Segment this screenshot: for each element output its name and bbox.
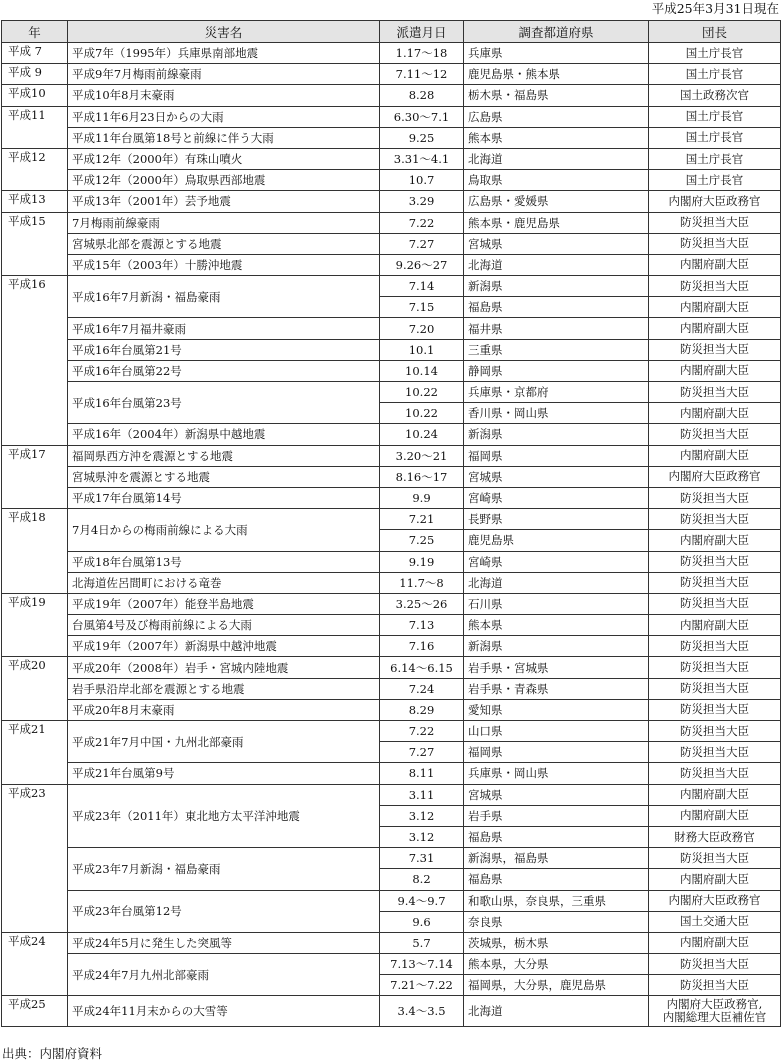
prefecture-cell: 福井県 <box>464 318 649 339</box>
leader-cell: 防災担当大臣 <box>649 424 781 445</box>
prefecture-cell: 山口県 <box>464 721 649 742</box>
dispatch-date-cell: 10.1 <box>380 339 464 360</box>
dispatch-date-cell: 7.16 <box>380 636 464 657</box>
leader-cell: 国土政務次官 <box>649 85 781 106</box>
disaster-name-cell: 7月4日からの梅雨前線による大雨 <box>68 509 380 551</box>
table-row <box>2 64 781 85</box>
prefecture-cell: 長野県 <box>464 509 649 530</box>
prefecture-cell: 福岡県 <box>464 445 649 466</box>
leader-cell: 国土庁長官 <box>649 106 781 127</box>
table-row <box>2 170 781 191</box>
leader-cell: 内閣府副大臣 <box>649 297 781 318</box>
leader-cell: 防災担当大臣 <box>649 572 781 593</box>
dispatch-date-cell: 7.21 <box>380 509 464 530</box>
disaster-name-cell: 宮城県沖を震源とする地震 <box>68 466 380 487</box>
table-body <box>2 43 781 1027</box>
disaster-name-cell: 平成23年台風第12号 <box>68 890 380 932</box>
year-cell: 平成15 <box>2 212 68 276</box>
dispatch-date-cell: 7.11～12 <box>380 64 464 85</box>
dispatch-date-cell: 8.28 <box>380 85 464 106</box>
table-row <box>2 572 781 593</box>
table-row <box>2 509 781 530</box>
leader-cell: 防災担当大臣 <box>649 742 781 763</box>
leader-cell: 防災担当大臣 <box>649 954 781 975</box>
dispatch-date-cell: 7.25 <box>380 530 464 551</box>
leader-cell: 内閣府副大臣 <box>649 805 781 826</box>
prefecture-cell: 茨城県，栃木県 <box>464 932 649 953</box>
leader-cell: 国土庁長官 <box>649 64 781 85</box>
prefecture-cell: 熊本県・鹿児島県 <box>464 212 649 233</box>
dispatch-date-cell: 7.31 <box>380 848 464 869</box>
prefecture-cell: 福岡県，大分県，鹿児島県 <box>464 975 649 996</box>
disaster-name-cell: 平成7年（1995年）兵庫県南部地震 <box>68 43 380 64</box>
leader-cell: 国土庁長官 <box>649 148 781 169</box>
year-cell: 平成16 <box>2 276 68 446</box>
source-note: 出典：内閣府資料 <box>2 1046 103 1061</box>
leader-cell: 防災担当大臣 <box>649 276 781 297</box>
year-cell: 平成20 <box>2 657 68 721</box>
disaster-name-cell: 7月梅雨前線豪雨 <box>68 212 380 233</box>
prefecture-cell: 新潟県 <box>464 424 649 445</box>
table-row <box>2 466 781 487</box>
dispatch-date-cell: 3.11 <box>380 784 464 805</box>
leader-cell: 内閣府大臣政務官 <box>649 191 781 212</box>
table-row <box>2 763 781 784</box>
dispatch-date-cell: 3.29 <box>380 191 464 212</box>
year-cell: 平成18 <box>2 509 68 594</box>
prefecture-cell: 兵庫県 <box>464 43 649 64</box>
dispatch-date-cell: 5.7 <box>380 932 464 953</box>
disaster-name-cell: 平成16年台風第22号 <box>68 360 380 381</box>
table-row <box>2 848 781 869</box>
dispatch-date-cell: 3.12 <box>380 805 464 826</box>
prefecture-cell: 岩手県 <box>464 805 649 826</box>
year-cell: 平成11 <box>2 106 68 148</box>
prefecture-cell: 福島県 <box>464 297 649 318</box>
dispatch-date-cell: 1.17～18 <box>380 43 464 64</box>
leader-cell: 内閣府副大臣 <box>649 530 781 551</box>
prefecture-cell: 宮崎県 <box>464 487 649 508</box>
prefecture-cell: 福島県 <box>464 869 649 890</box>
prefecture-cell: 兵庫県・京都府 <box>464 382 649 403</box>
leader-cell: 国土交通大臣 <box>649 911 781 932</box>
year-cell: 平成23 <box>2 784 68 932</box>
table-row <box>2 932 781 953</box>
year-cell: 平成24 <box>2 932 68 996</box>
table-row <box>2 233 781 254</box>
prefecture-cell: 三重県 <box>464 339 649 360</box>
leader-cell: 内閣府副大臣 <box>649 869 781 890</box>
leader-cell: 内閣府副大臣 <box>649 784 781 805</box>
disaster-name-cell: 平成15年（2003年）十勝沖地震 <box>68 254 380 275</box>
dispatch-date-cell: 6.30～7.1 <box>380 106 464 127</box>
dispatch-date-cell: 7.13～7.14 <box>380 954 464 975</box>
prefecture-cell: 広島県 <box>464 106 649 127</box>
disaster-name-cell: 平成17年台風第14号 <box>68 487 380 508</box>
dispatch-date-cell: 10.22 <box>380 382 464 403</box>
leader-cell: 防災担当大臣 <box>649 763 781 784</box>
dispatch-date-cell: 7.15 <box>380 297 464 318</box>
dispatch-date-cell: 7.27 <box>380 233 464 254</box>
disaster-name-cell: 台風第4号及び梅雨前線による大雨 <box>68 615 380 636</box>
disaster-name-cell: 福岡県西方沖を震源とする地震 <box>68 445 380 466</box>
table-row <box>2 678 781 699</box>
table-row <box>2 85 781 106</box>
dispatch-date-cell: 10.14 <box>380 360 464 381</box>
table-row <box>2 339 781 360</box>
table-row <box>2 191 781 212</box>
table-row <box>2 382 781 403</box>
header-disaster-name: 災害名 <box>68 21 380 43</box>
leader-cell: 国土庁長官 <box>649 127 781 148</box>
table-row <box>2 954 781 975</box>
disaster-name-cell: 宮城県北部を震源とする地震 <box>68 233 380 254</box>
table-row <box>2 615 781 636</box>
disaster-name-cell: 平成11年台風第18号と前線に伴う大雨 <box>68 127 380 148</box>
disaster-name-cell: 平成20年8月末豪雨 <box>68 699 380 720</box>
disaster-name-cell: 平成20年（2008年）岩手・宮城内陸地震 <box>68 657 380 678</box>
table-row <box>2 445 781 466</box>
prefecture-cell: 鹿児島県・熊本県 <box>464 64 649 85</box>
year-cell: 平成13 <box>2 191 68 212</box>
disaster-name-cell: 平成9年7月梅雨前線豪雨 <box>68 64 380 85</box>
prefecture-cell: 和歌山県，奈良県，三重県 <box>464 890 649 911</box>
leader-cell: 防災担当大臣 <box>649 551 781 572</box>
disaster-survey-table <box>1 20 781 1027</box>
leader-cell: 防災担当大臣 <box>649 233 781 254</box>
leader-cell: 内閣府大臣政務官, 内閣総理大臣補佐官 <box>649 996 781 1027</box>
table-row <box>2 657 781 678</box>
prefecture-cell: 熊本県 <box>464 127 649 148</box>
table-row <box>2 212 781 233</box>
prefecture-cell: 宮城県 <box>464 784 649 805</box>
prefecture-cell: 香川県・岡山県 <box>464 403 649 424</box>
dispatch-date-cell: 8.16～17 <box>380 466 464 487</box>
prefecture-cell: 岩手県・宮城県 <box>464 657 649 678</box>
disaster-name-cell: 平成12年（2000年）有珠山噴火 <box>68 148 380 169</box>
table-row <box>2 148 781 169</box>
dispatch-date-cell: 8.29 <box>380 699 464 720</box>
dispatch-date-cell: 7.22 <box>380 212 464 233</box>
dispatch-date-cell: 8.11 <box>380 763 464 784</box>
prefecture-cell: 北海道 <box>464 254 649 275</box>
disaster-name-cell: 平成11年6月23日からの大雨 <box>68 106 380 127</box>
dispatch-date-cell: 3.4～3.5 <box>380 996 464 1027</box>
disaster-name-cell: 平成13年（2001年）芸予地震 <box>68 191 380 212</box>
table-row <box>2 593 781 614</box>
disaster-name-cell: 平成19年（2007年）新潟県中越沖地震 <box>68 636 380 657</box>
disaster-name-cell: 平成16年台風第21号 <box>68 339 380 360</box>
leader-cell: 内閣府副大臣 <box>649 932 781 953</box>
table-row <box>2 996 781 1027</box>
table-header-row <box>2 21 781 43</box>
prefecture-cell: 宮城県 <box>464 466 649 487</box>
leader-cell: 防災担当大臣 <box>649 382 781 403</box>
prefecture-cell: 新潟県，福島県 <box>464 848 649 869</box>
leader-cell: 防災担当大臣 <box>649 509 781 530</box>
header-dispatch-date: 派遣月日 <box>380 21 464 43</box>
dispatch-date-cell: 7.22 <box>380 721 464 742</box>
leader-cell: 内閣府副大臣 <box>649 360 781 381</box>
header-prefecture: 調査都道府県 <box>464 21 649 43</box>
prefecture-cell: 福岡県 <box>464 742 649 763</box>
dispatch-date-cell: 6.14～6.15 <box>380 657 464 678</box>
table-row <box>2 254 781 275</box>
leader-cell: 内閣府副大臣 <box>649 615 781 636</box>
dispatch-date-cell: 10.24 <box>380 424 464 445</box>
leader-cell: 国土庁長官 <box>649 43 781 64</box>
table-row <box>2 551 781 572</box>
prefecture-cell: 福島県 <box>464 826 649 847</box>
prefecture-cell: 北海道 <box>464 572 649 593</box>
dispatch-date-cell: 8.2 <box>380 869 464 890</box>
table-row <box>2 424 781 445</box>
table-row <box>2 636 781 657</box>
prefecture-cell: 静岡県 <box>464 360 649 381</box>
year-cell: 平成19 <box>2 593 68 657</box>
prefecture-cell: 広島県・愛媛県 <box>464 191 649 212</box>
disaster-name-cell: 平成16年台風第23号 <box>68 382 380 424</box>
table-row <box>2 699 781 720</box>
dispatch-date-cell: 11.7～8 <box>380 572 464 593</box>
disaster-name-cell: 平成21年台風第9号 <box>68 763 380 784</box>
leader-cell: 防災担当大臣 <box>649 699 781 720</box>
prefecture-cell: 鹿児島県 <box>464 530 649 551</box>
leader-cell: 防災担当大臣 <box>649 848 781 869</box>
leader-cell: 防災担当大臣 <box>649 212 781 233</box>
disaster-name-cell: 平成16年（2004年）新潟県中越地震 <box>68 424 380 445</box>
prefecture-cell: 岩手県・青森県 <box>464 678 649 699</box>
year-cell: 平成25 <box>2 996 68 1027</box>
header-year: 年 <box>2 21 68 43</box>
prefecture-cell: 兵庫県・岡山県 <box>464 763 649 784</box>
table-row <box>2 318 781 339</box>
table-row <box>2 721 781 742</box>
dispatch-date-cell: 7.20 <box>380 318 464 339</box>
leader-cell: 内閣府副大臣 <box>649 403 781 424</box>
disaster-name-cell: 平成16年7月福井豪雨 <box>68 318 380 339</box>
dispatch-date-cell: 10.7 <box>380 170 464 191</box>
year-cell: 平成17 <box>2 445 68 509</box>
table-row <box>2 784 781 805</box>
disaster-name-cell: 平成10年8月末豪雨 <box>68 85 380 106</box>
disaster-name-cell: 北海道佐呂間町における竜巻 <box>68 572 380 593</box>
leader-cell: 防災担当大臣 <box>649 487 781 508</box>
prefecture-cell: 熊本県，大分県 <box>464 954 649 975</box>
dispatch-date-cell: 9.19 <box>380 551 464 572</box>
leader-cell: 防災担当大臣 <box>649 339 781 360</box>
disaster-name-cell: 平成23年7月新潟・福島豪雨 <box>68 848 380 890</box>
prefecture-cell: 熊本県 <box>464 615 649 636</box>
table-row <box>2 890 781 911</box>
dispatch-date-cell: 7.27 <box>380 742 464 763</box>
disaster-name-cell: 平成18年台風第13号 <box>68 551 380 572</box>
disaster-name-cell: 平成12年（2000年）鳥取県西部地震 <box>68 170 380 191</box>
year-cell: 平成 9 <box>2 64 68 85</box>
dispatch-date-cell: 3.25～26 <box>380 593 464 614</box>
dispatch-date-cell: 9.4～9.7 <box>380 890 464 911</box>
disaster-name-cell: 平成24年11月末からの大雪等 <box>68 996 380 1027</box>
dispatch-date-cell: 9.6 <box>380 911 464 932</box>
header-leader: 団長 <box>649 21 781 43</box>
as-of-date: 平成25年3月31日現在 <box>651 1 779 16</box>
disaster-name-cell: 平成24年5月に発生した突風等 <box>68 932 380 953</box>
leader-cell: 防災担当大臣 <box>649 636 781 657</box>
year-cell: 平成 7 <box>2 43 68 64</box>
leader-cell: 内閣府大臣政務官 <box>649 466 781 487</box>
disaster-name-cell: 平成16年7月新潟・福島豪雨 <box>68 276 380 318</box>
table-row <box>2 487 781 508</box>
dispatch-date-cell: 3.12 <box>380 826 464 847</box>
dispatch-date-cell: 7.21～7.22 <box>380 975 464 996</box>
disaster-name-cell: 平成19年（2007年）能登半島地震 <box>68 593 380 614</box>
prefecture-cell: 宮崎県 <box>464 551 649 572</box>
prefecture-cell: 愛知県 <box>464 699 649 720</box>
prefecture-cell: 奈良県 <box>464 911 649 932</box>
table-row <box>2 360 781 381</box>
table-row <box>2 43 781 64</box>
leader-cell: 防災担当大臣 <box>649 593 781 614</box>
leader-cell: 防災担当大臣 <box>649 678 781 699</box>
leader-cell: 国土庁長官 <box>649 170 781 191</box>
dispatch-date-cell: 7.14 <box>380 276 464 297</box>
dispatch-date-cell: 9.9 <box>380 487 464 508</box>
leader-cell: 防災担当大臣 <box>649 657 781 678</box>
leader-cell: 内閣府副大臣 <box>649 254 781 275</box>
year-cell: 平成21 <box>2 721 68 785</box>
disaster-name-cell: 平成21年7月中国・九州北部豪雨 <box>68 721 380 763</box>
table-row <box>2 106 781 127</box>
prefecture-cell: 新潟県 <box>464 636 649 657</box>
disaster-name-cell: 平成23年（2011年）東北地方太平洋沖地震 <box>68 784 380 848</box>
leader-cell: 内閣府大臣政務官 <box>649 890 781 911</box>
leader-cell: 内閣府副大臣 <box>649 445 781 466</box>
prefecture-cell: 北海道 <box>464 148 649 169</box>
dispatch-date-cell: 7.13 <box>380 615 464 636</box>
dispatch-date-cell: 10.22 <box>380 403 464 424</box>
dispatch-date-cell: 9.26～27 <box>380 254 464 275</box>
table-row <box>2 127 781 148</box>
prefecture-cell: 鳥取県 <box>464 170 649 191</box>
disaster-name-cell: 平成24年7月九州北部豪雨 <box>68 954 380 996</box>
leader-cell: 防災担当大臣 <box>649 975 781 996</box>
dispatch-date-cell: 3.20～21 <box>380 445 464 466</box>
prefecture-cell: 新潟県 <box>464 276 649 297</box>
prefecture-cell: 栃木県・福島県 <box>464 85 649 106</box>
year-cell: 平成12 <box>2 148 68 190</box>
dispatch-date-cell: 7.24 <box>380 678 464 699</box>
leader-cell: 財務大臣政務官 <box>649 826 781 847</box>
dispatch-date-cell: 3.31～4.1 <box>380 148 464 169</box>
table-row <box>2 276 781 297</box>
year-cell: 平成10 <box>2 85 68 106</box>
prefecture-cell: 宮城県 <box>464 233 649 254</box>
leader-cell: 内閣府副大臣 <box>649 318 781 339</box>
disaster-name-cell: 岩手県沿岸北部を震源とする地震 <box>68 678 380 699</box>
dispatch-date-cell: 9.25 <box>380 127 464 148</box>
prefecture-cell: 北海道 <box>464 996 649 1027</box>
prefecture-cell: 石川県 <box>464 593 649 614</box>
leader-cell: 防災担当大臣 <box>649 721 781 742</box>
